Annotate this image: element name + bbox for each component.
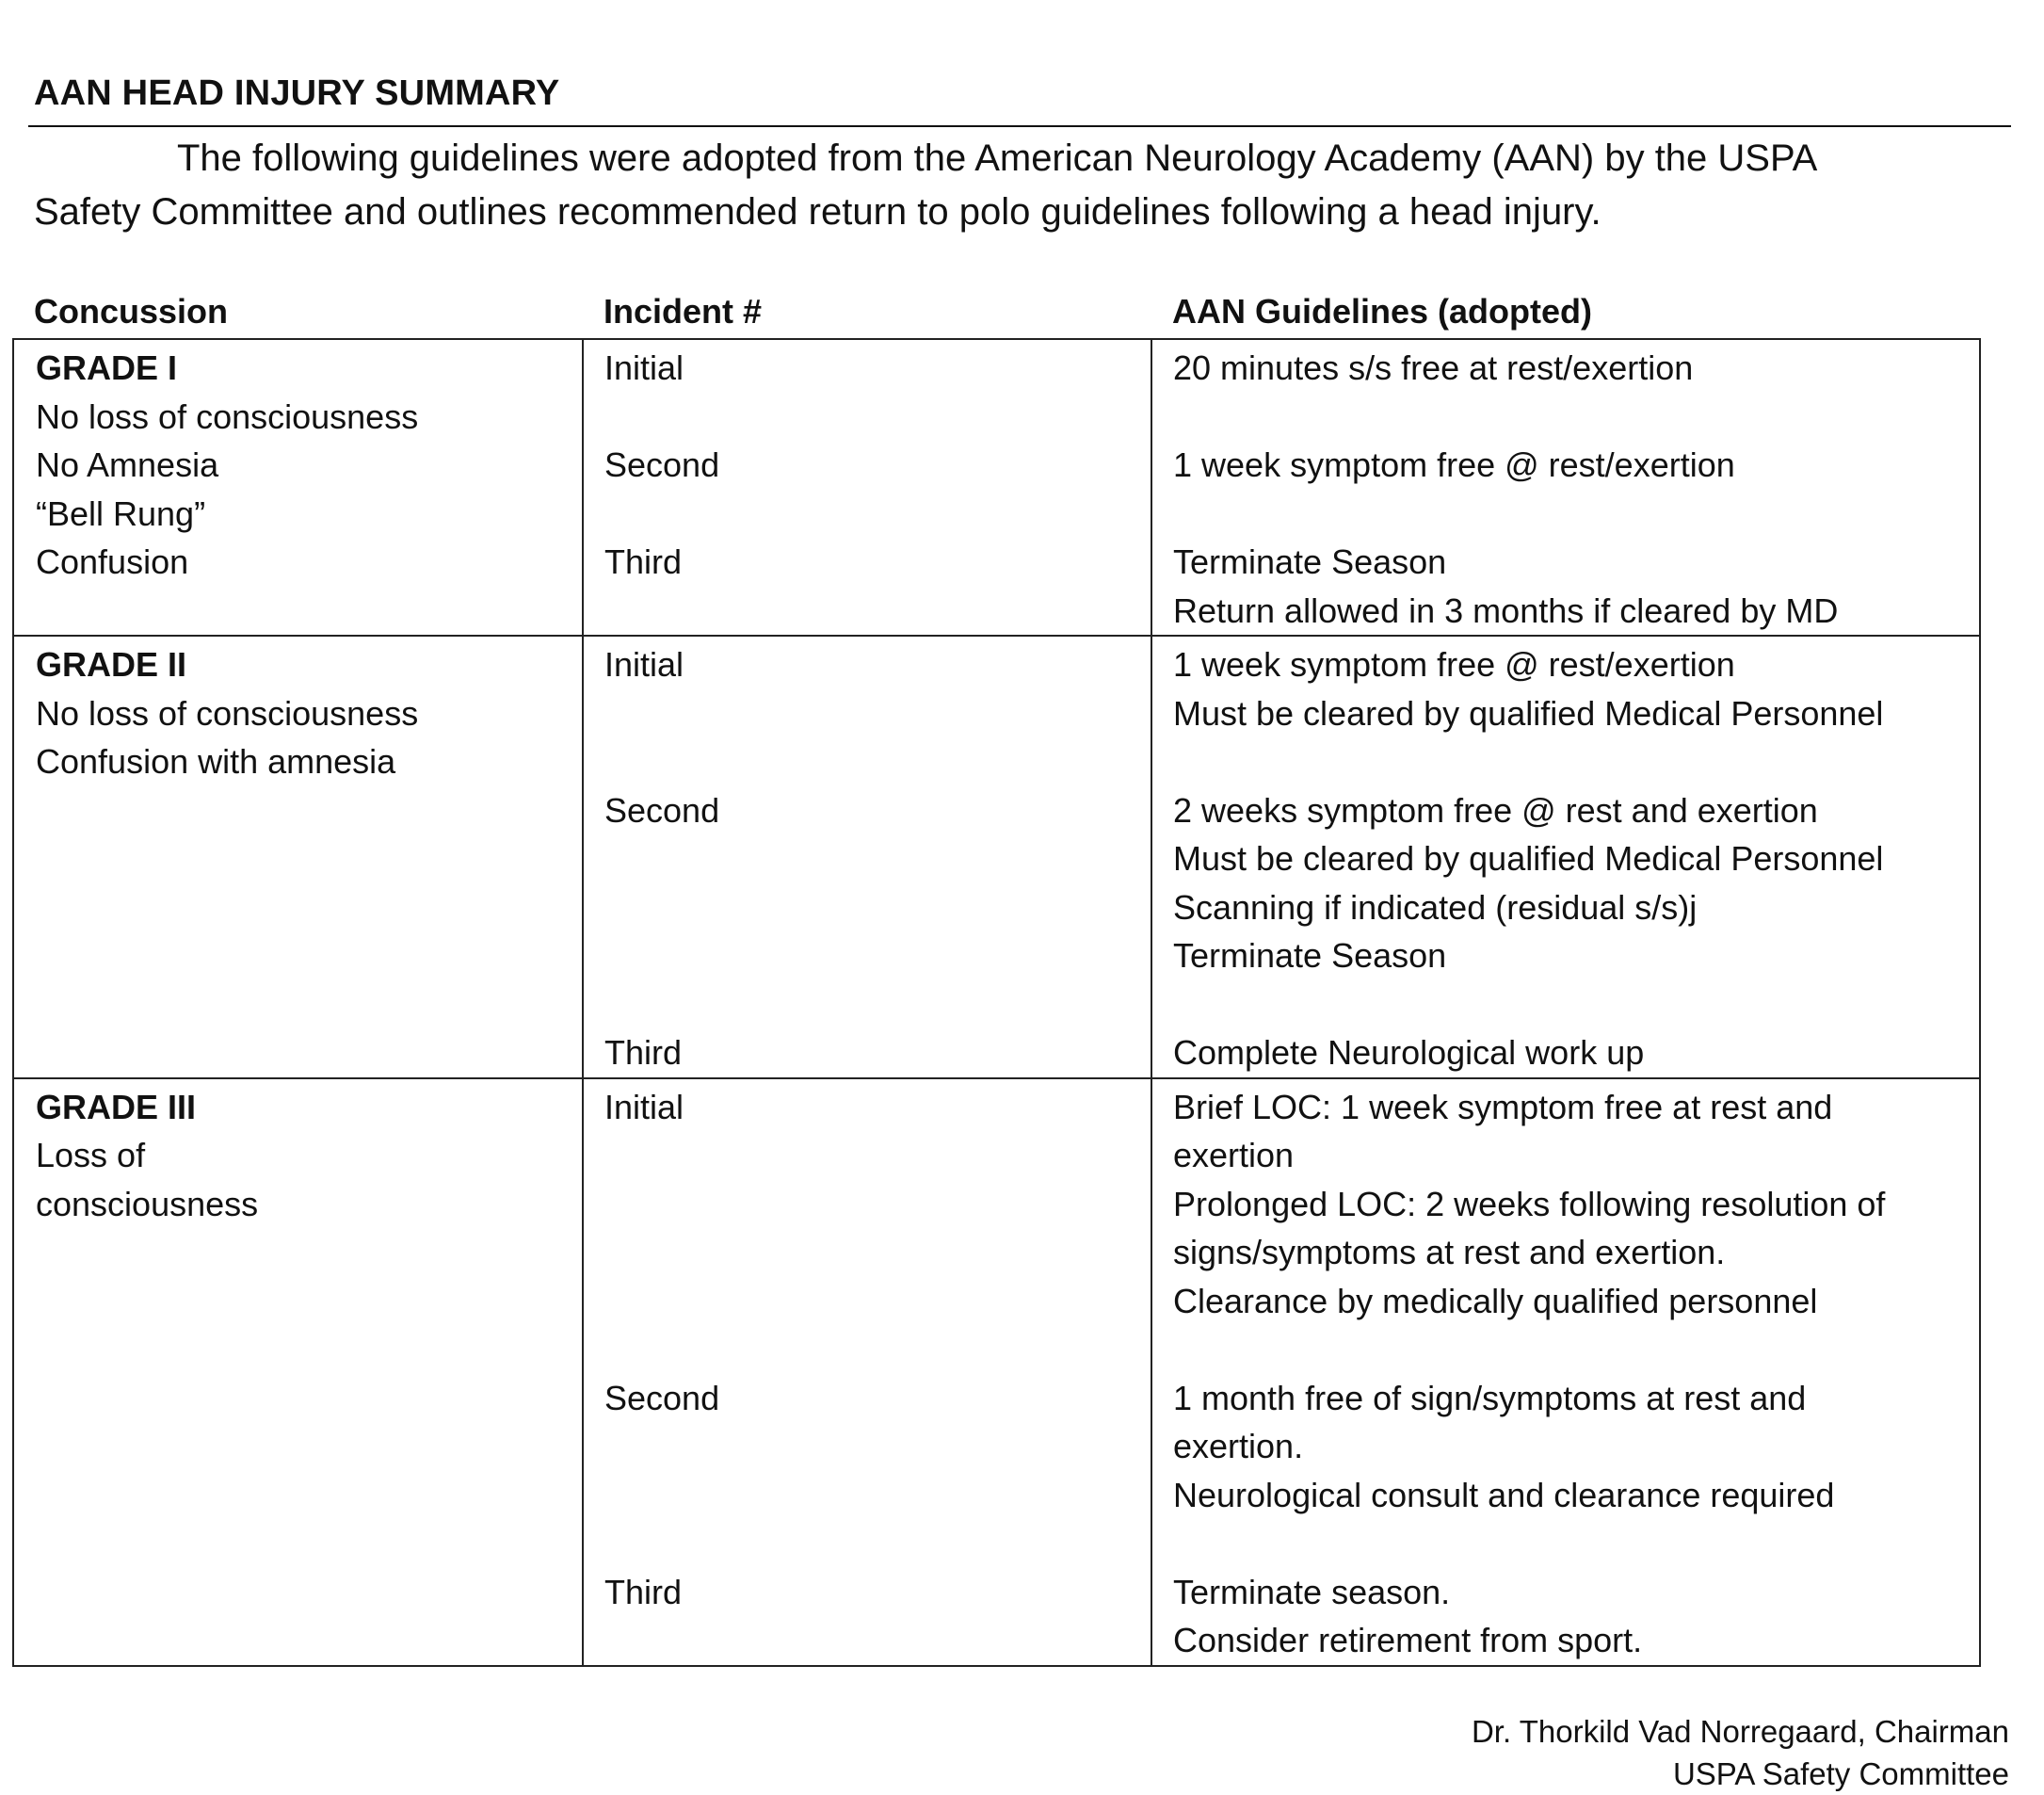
guideline-line: Must be cleared by qualified Medical Personnel: [1173, 839, 1884, 878]
table-row-grade-3: [13, 1078, 1980, 1666]
signature-block: [1472, 1710, 2009, 1795]
signature-name: Dr. Thorkild Vad Norregaard, Chairman: [1471, 1714, 2009, 1749]
grade-1-incident-cell: [583, 339, 1151, 636]
grade-1-desc: No Amnesia: [36, 445, 219, 484]
page-title: AAN HEAD INJURY SUMMARY: [34, 73, 560, 113]
guideline-line: 1 week symptom free @ rest/exertion: [1173, 645, 1735, 684]
incident-third: Third: [604, 542, 683, 581]
guideline-line: Terminate season.: [1173, 1572, 1451, 1611]
incident-second: Second: [604, 790, 720, 830]
grade-2-concussion-cell: [13, 636, 583, 1078]
grade-3-label: GRADE III: [36, 1087, 197, 1126]
table-row-grade-1: [13, 339, 1980, 636]
guideline-line: Consider retirement from sport.: [1173, 1621, 1643, 1659]
grade-3-concussion-cell: [13, 1078, 583, 1666]
intro-line-2: Safety Committee and outlines recommended return to polo guidelines following a head injury.: [34, 191, 1601, 233]
guideline-line: Return allowed in 3 months if cleared by MD: [1173, 590, 1839, 630]
table-row-grade-2: [13, 636, 1980, 1078]
guideline-line: Brief LOC: 1 week symptom free at rest and: [1173, 1087, 1833, 1126]
grade-1-desc: Confusion: [36, 542, 189, 581]
guideline-line: Scanning if indicated (residual s/s)j: [1173, 887, 1698, 927]
grade-2-desc: No loss of consciousness: [36, 693, 419, 733]
grade-2-incident-cell: [583, 636, 1151, 1078]
guideline-line: 1 month free of sign/symptoms at rest and: [1173, 1378, 1807, 1417]
title-divider: [28, 125, 2011, 127]
grade-3-guidelines-cell: [1151, 1078, 1980, 1666]
guideline-line: Complete Neurological work up: [1173, 1033, 1645, 1072]
guideline-line: Terminate Season: [1173, 542, 1447, 581]
guideline-line: 1 week symptom free @ rest/exertion: [1173, 445, 1735, 484]
intro-paragraph: [34, 132, 1992, 239]
grade-1-desc: “Bell Rung”: [36, 493, 206, 533]
grade-1-guidelines-cell: [1151, 339, 1980, 636]
incident-second: Second: [604, 445, 720, 484]
guideline-line: exertion.: [1173, 1427, 1304, 1465]
grade-3-desc: consciousness: [36, 1184, 259, 1223]
head-injury-table: [12, 338, 1981, 1667]
grade-1-label: GRADE I: [36, 348, 178, 387]
incident-second: Second: [604, 1378, 720, 1417]
incident-initial: Initial: [604, 645, 684, 684]
column-header-incident: Incident #: [604, 292, 763, 331]
guideline-line: Prolonged LOC: 2 weeks following resolution of: [1173, 1184, 1886, 1223]
incident-initial: Initial: [604, 1087, 684, 1126]
column-header-guidelines: AAN Guidelines (adopted): [1172, 292, 1593, 331]
intro-line-1: The following guidelines were adopted from the American Neurology Academy (AAN) by the USPA: [177, 137, 1818, 179]
grade-3-desc: Loss of: [36, 1136, 146, 1174]
guideline-line: Clearance by medically qualified personnel: [1173, 1281, 1818, 1320]
guideline-line: Neurological consult and clearance required: [1173, 1475, 1835, 1514]
incident-third: Third: [604, 1572, 683, 1611]
incident-initial: Initial: [604, 348, 684, 387]
grade-1-concussion-cell: [13, 339, 583, 636]
guideline-line: Must be cleared by qualified Medical Personnel: [1173, 693, 1884, 733]
grade-1-desc: No loss of consciousness: [36, 396, 419, 436]
signature-org: USPA Safety Committee: [1672, 1756, 2009, 1791]
grade-3-incident-cell: [583, 1078, 1151, 1666]
guideline-line: Terminate Season: [1173, 936, 1447, 975]
column-header-concussion: Concussion: [34, 292, 229, 331]
guideline-line: exertion: [1173, 1136, 1295, 1174]
guideline-line: signs/symptoms at rest and exertion.: [1173, 1233, 1726, 1271]
grade-2-desc: Confusion with amnesia: [36, 742, 396, 781]
grade-2-guidelines-cell: [1151, 636, 1980, 1078]
grade-2-label: GRADE II: [36, 645, 187, 684]
incident-third: Third: [604, 1033, 683, 1072]
guideline-line: 2 weeks symptom free @ rest and exertion: [1173, 790, 1818, 830]
guideline-line: 20 minutes s/s free at rest/exertion: [1173, 348, 1694, 387]
